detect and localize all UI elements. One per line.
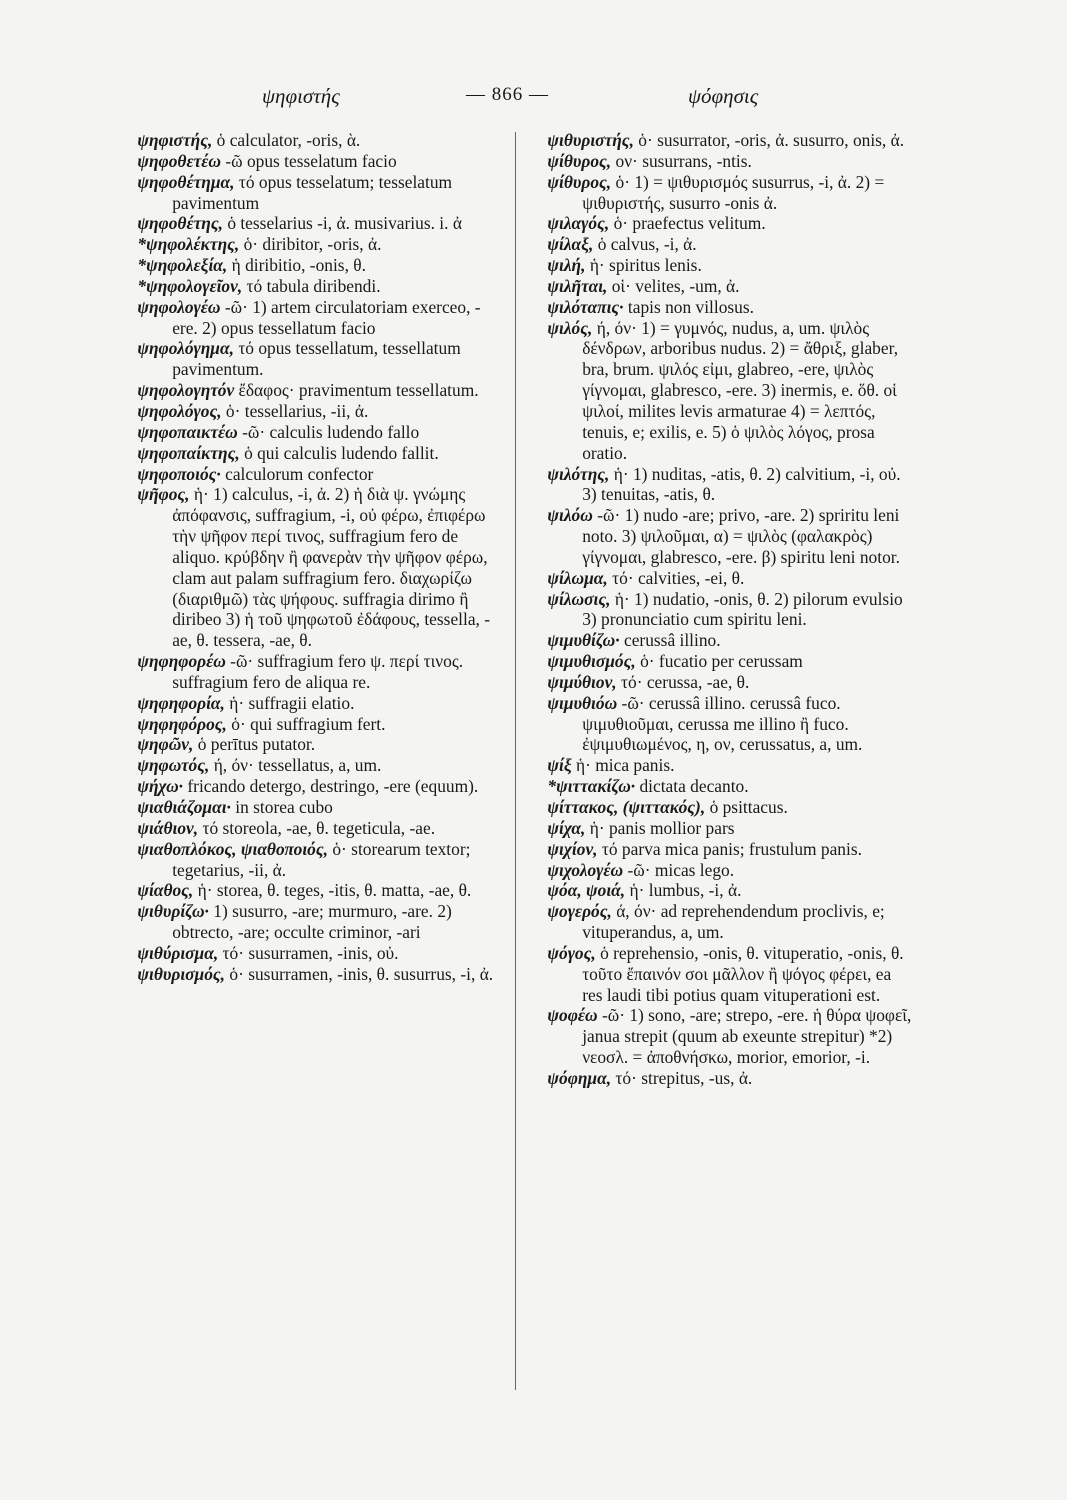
dictionary-entry [530, 818, 915, 839]
entry-headword: ψιμυθιόω [547, 692, 618, 713]
dictionary-entry [120, 714, 505, 735]
entry-definition: ἡ· panis mollior pars [589, 817, 735, 838]
entry-headword: ψηφοποιός· [137, 463, 221, 484]
dictionary-entry [530, 297, 915, 318]
entry-headword: ψῆφος, [137, 484, 190, 505]
entry-definition: τό· strepitus, -us, ἀ. [615, 1067, 753, 1088]
entry-headword: ψιμυθίζω· [547, 630, 620, 651]
entry-headword: ψιχολογέω [547, 859, 624, 880]
entry-headword: ψιλή, [547, 255, 586, 276]
entry-definition: -ῶ· 1) sono, -are; strepo, -ere. ἡ θύρα ψοφεῖ, janua strepit (quum ab exeunte strepitur) *2) νεοσλ. = ἀποθνήσκω, morior, emorior, -i. [582, 1005, 912, 1068]
entry-definition: τό opus tessellatum, tessellatum pavimentum. [172, 338, 461, 380]
entry-definition: ὁ· 1) = ψιθυρισμός susurrus, -i, ἀ. 2) = ψιθυριστής, susurro -onis ἀ. [582, 171, 885, 213]
entry-definition: τό· susurramen, -inis, οὐ. [222, 942, 399, 963]
entry-definition: ὁ· susurrator, -oris, ἀ. susurro, onis, ἀ. [638, 130, 905, 150]
entry-definition: ὁ· tessellarius, -ii, ἀ. [225, 400, 369, 421]
dictionary-entry [530, 630, 915, 651]
dictionary-entry [530, 568, 915, 589]
entry-definition: ἡ diribitio, -onis, θ. [231, 255, 366, 276]
entry-definition: ὁ· praefectus velitum. [613, 213, 766, 234]
entry-headword: ψιμυθισμός, [547, 651, 636, 672]
entry-headword: ψηφῶν, [137, 734, 194, 755]
entry-headword: ψιμύθιον, [547, 671, 617, 692]
entry-headword: ψηφηφορέω [137, 651, 226, 672]
entry-headword: ψιλότης, [547, 463, 610, 484]
entry-definition: ὁ· diribitor, -oris, ἀ. [243, 234, 382, 255]
entry-definition: -ῶ· suffragium fero ψ. περί τινος. suffragium fero de aliqua re. [172, 651, 464, 692]
entry-definition: τό· cerussa, -ae, θ. [621, 671, 750, 692]
dictionary-entry [530, 672, 915, 693]
dictionary-entry [120, 964, 505, 985]
dictionary-entry [530, 943, 915, 1006]
entry-headword: ψόγος, [547, 942, 596, 963]
entry-definition: ὁ· qui suffragium fert. [231, 713, 386, 734]
entry-definition: ἡ· storea, θ. teges, -itis, θ. matta, -ae, θ. [197, 880, 472, 901]
dictionary-entry [530, 130, 915, 151]
entry-headword: ψιθυριστής, [547, 130, 634, 150]
entry-headword: ψηφηφορία, [137, 692, 225, 713]
dictionary-entry [120, 839, 505, 881]
page-header [0, 84, 1067, 114]
entry-definition: ὁ· susurramen, -inis, θ. susurrus, -i, ἀ. [229, 963, 494, 984]
entry-headword: ψιλός, [547, 317, 593, 338]
entry-definition: ὁ psittacus. [709, 797, 788, 817]
entry-definition: cerussâ illino. [623, 630, 721, 651]
entry-headword: ψιλαγός, [547, 213, 610, 234]
entry-headword: ψηφιστής, [137, 130, 213, 150]
dictionary-entry [530, 651, 915, 672]
dictionary-entry [530, 234, 915, 255]
entry-definition: ἡ· mica panis. [576, 755, 675, 776]
dictionary-entry [530, 860, 915, 881]
entry-definition: ά, όν· ad reprehendendum proclivis, e; vituperandus, a, um. [582, 901, 885, 943]
entry-definition: τό storeola, -ae, θ. tegeticula, -ae. [202, 817, 436, 838]
entry-definition: ὁ qui calculis ludendo fallit. [244, 442, 439, 463]
entry-definition: ὁ tesselarius -i, ἀ. musivarius. i. ἀ [227, 213, 462, 234]
dictionary-entry [530, 880, 915, 901]
entry-definition: -ῶ· micas lego. [627, 859, 735, 880]
running-head-right: ψόφησις [688, 84, 759, 108]
entry-headword: ψηφολόγος, [137, 400, 222, 421]
entry-definition: ὁ calvus, -i, ἀ. [597, 234, 697, 255]
dictionary-entry [530, 755, 915, 776]
dictionary-entry [120, 484, 505, 651]
entry-definition: ἡ· suffragii elatio. [229, 692, 355, 713]
entry-definition: ἡ· 1) calculus, -i, ἀ. 2) ἡ διὰ ψ. γνώμης ἀπόφανσις, suffragium, -i, οὐ φέρω, ἐπιφέρω τὴν ψῆφον περί τινος, suffragium fero de aliquo. κρύβδην ἢ φανερὰν τὴν ψῆφον φέρω, clam aut palam suffragium fero. διαχωρίζω (διαριθμῶ) τὰς ψήφους. suffragia dirimo ἢ diribeo 3) ἡ τοῦ ψηφωτοῦ ἐδάφους, tessella, -ae, θ. tessera, -ae, θ. [172, 484, 491, 651]
entry-headword: ψιλῆται, [547, 275, 608, 296]
entry-definition: τό· calvities, -ei, θ. [612, 567, 745, 588]
entry-definition: οἱ· velites, -um, ἀ. [611, 275, 740, 296]
entry-headword: ψίλωμα, [547, 567, 608, 588]
entry-headword: ψηφωτός, [137, 755, 210, 776]
entry-headword: ψιλόταπις· [547, 296, 624, 317]
dictionary-entry [530, 276, 915, 297]
dictionary-entry [120, 880, 505, 901]
entry-headword: ψιλόω [547, 505, 593, 526]
entry-definition: τό opus tesselatum; tesselatum pavimentum [172, 171, 453, 213]
entry-headword: ψηφοθέτης, [137, 213, 223, 234]
dictionary-entry [120, 755, 505, 776]
running-head-left: ψηφιστής [262, 84, 340, 108]
entry-headword: ψίλωσις, [547, 588, 611, 609]
entry-definition: τό tabula diribendi. [246, 275, 381, 296]
entry-definition: ὁ· fucatio per cerussam [640, 651, 803, 672]
entry-headword: ψιχίον, [547, 838, 598, 859]
page-number: — 866 — [466, 84, 549, 105]
dictionary-entry [530, 151, 915, 172]
entry-definition: dictata decanto. [639, 776, 749, 797]
dictionary-entry [530, 839, 915, 860]
entry-definition: ἡ· spiritus lenis. [589, 255, 702, 276]
entry-definition: ὁ reprehensio, -onis, θ. vituperatio, -onis, θ. τοῦτο ἔπαινόν σοι μᾶλλον ἢ ψόγος φέρει, ea res laudi tibi potius quam vituperationi est. [582, 942, 904, 1005]
entry-headword: ψίχα, [547, 817, 586, 838]
entry-headword: ψιθυρισμός, [137, 963, 226, 984]
entry-definition: ή, όν· 1) = γυμνός, nudus, a, um. ψιλὸς δένδρων, arboribus nudus. 2) = ἄθριξ, glaber, bra, brum. ψιλός εἰμι, glabreo, -ere, ψιλὸς γίγνομαι, glabresco, -ere. 3) inermis, e. ὅθ. οἱ ψιλοί, milites levis armaturae 4) = λεπτός, tenuis, e; exilis, e. 5) ὁ ψιλὸς λόγος, prosa oratio. [582, 317, 899, 463]
entry-definition: 1) susurro, -are; murmuro, -are. 2) obtrecto, -are; occulte criminor, -ari [172, 901, 452, 943]
dictionary-entry [120, 380, 505, 401]
dictionary-entry [530, 1005, 915, 1068]
entry-headword: ψίθυρος, [547, 150, 612, 171]
dictionary-entry [530, 776, 915, 797]
entry-headword: *ψηφολεξία, [137, 255, 228, 276]
entry-headword: ψηφηφόρος, [137, 713, 227, 734]
entry-headword: ψιαθοπλόκος, ψιαθοποιός, [137, 838, 328, 859]
entry-headword: ψιθύρισμα, [137, 942, 219, 963]
dictionary-entry [530, 505, 915, 568]
dictionary-entry [120, 338, 505, 380]
entry-headword: *ψηφολέκτης, [137, 234, 240, 255]
entry-headword: ψηφοπαίκτης, [137, 442, 240, 463]
dictionary-entry [120, 276, 505, 297]
dictionary-entry [120, 297, 505, 339]
dictionary-entry [120, 734, 505, 755]
dictionary-entry [120, 151, 505, 172]
dictionary-entry [120, 651, 505, 693]
entry-headword: ψιαθιάζομαι· [137, 797, 231, 817]
entry-headword: ψιθυρίζω· [137, 901, 209, 922]
entry-headword: ψίαθος, [137, 880, 194, 901]
entry-headword: ψοφέω [547, 1005, 598, 1026]
dictionary-entry [120, 213, 505, 234]
dictionary-entry [120, 422, 505, 443]
entry-definition: -ῶ· cerussâ illino. cerussâ fuco. ψιμυθιοῦμαι, cerussa me illino ἢ fuco. ἐψιμυθιωμένος, η, ον, cerussatus, a, um. [582, 692, 863, 755]
dictionary-entry [120, 234, 505, 255]
entry-headword: ψηφοθέτημα, [137, 171, 235, 192]
dictionary-entry [530, 255, 915, 276]
dictionary-entry [120, 172, 505, 214]
dictionary-entry [530, 464, 915, 506]
entry-definition: ἡ· lumbus, -i, ἀ. [629, 880, 742, 901]
dictionary-entry [120, 130, 505, 151]
entry-headword: ψηφολογέω [137, 296, 221, 317]
dictionary-entry [120, 797, 505, 818]
dictionary-entry [530, 318, 915, 464]
dictionary-entry [530, 797, 915, 818]
entry-definition: τό parva mica panis; frustulum panis. [601, 838, 862, 859]
entry-definition: ἡ· 1) nudatio, -onis, θ. 2) pilorum evulsio 3) pronunciatio cum spiritu leni. [582, 588, 903, 630]
dictionary-entry [120, 776, 505, 797]
dictionary-entry [120, 401, 505, 422]
dictionary-entry [120, 255, 505, 276]
dictionary-entry [530, 901, 915, 943]
entry-headword: ψόφημα, [547, 1067, 612, 1088]
column-divider [515, 132, 516, 1390]
entry-definition: ον· susurrans, -ntis. [615, 150, 752, 171]
entry-definition: -ῶ opus tesselatum facio [225, 150, 397, 171]
entry-headword: *ψηφολογεῖον, [137, 275, 243, 296]
entry-definition: in storea cubo [235, 797, 333, 817]
entry-headword: ψίθυρος, [547, 171, 612, 192]
entry-definition: ἡ· 1) nuditas, -atis, θ. 2) calvitium, -i, οὐ. 3) tenuitas, -atis, θ. [582, 463, 901, 505]
dictionary-entry [120, 818, 505, 839]
entry-headword: ψηφοπαικτέω [137, 421, 238, 442]
entry-headword: *ψιττακίζω· [547, 776, 636, 797]
entry-definition: ὁ perītus putator. [197, 734, 316, 755]
dictionary-entry [530, 693, 915, 756]
dictionary-entry [530, 1068, 915, 1089]
entry-definition: ἔδαφος· pravimentum tessellatum. [238, 380, 479, 401]
entry-headword: ψηφολόγημα, [137, 338, 234, 359]
entry-definition: tapis non villosus. [627, 296, 754, 317]
entry-headword: ψίττακος, (ψιττακός), [547, 797, 706, 817]
entry-definition: ὁ· storearum textor; tegetarius, -ii, ἀ. [172, 838, 471, 880]
dictionary-entry [120, 464, 505, 485]
entry-definition: -ῶ· 1) artem circulatoriam exerceo, -ere. 2) opus tessellatum facio [172, 296, 481, 338]
entry-headword: ψηφολογητόν [137, 380, 235, 401]
entry-headword: ψιάθιον, [137, 817, 199, 838]
dictionary-entry [120, 443, 505, 464]
entry-definition: ή, όν· tessellatus, a, um. [213, 755, 382, 776]
entry-headword: ψίξ [547, 755, 572, 776]
dictionary-entry [120, 901, 505, 943]
dictionary-entry [530, 589, 915, 631]
entry-headword: ψογερός, [547, 901, 612, 922]
dictionary-entry [120, 693, 505, 714]
entry-definition: calculorum confector [225, 463, 374, 484]
entry-definition: -ῶ· 1) nudo -are; privo, -are. 2) spriritu leni noto. 3) ψιλοῦμαι, α) = ψιλὸς (φαλακρὸς) γίγνομαι, glabresco, -ere. β) spiritu leni notor. [582, 505, 900, 567]
dictionary-entry [120, 943, 505, 964]
entry-definition: -ῶ· calculis ludendo fallo [242, 421, 420, 442]
entry-headword: ψήχω· [137, 776, 184, 797]
entry-headword: ψηφοθετέω [137, 150, 222, 171]
entry-definition: ὁ calculator, -oris, ὰ. [216, 130, 361, 150]
entry-headword: ψίλαξ, [547, 234, 594, 255]
left-column [120, 130, 505, 985]
right-column [530, 130, 915, 1089]
dictionary-entry [530, 172, 915, 214]
dictionary-entry [530, 213, 915, 234]
entry-definition: fricando detergo, destringo, -ere (equum). [187, 776, 479, 797]
entry-headword: ψόα, ψοιά, [547, 880, 626, 901]
